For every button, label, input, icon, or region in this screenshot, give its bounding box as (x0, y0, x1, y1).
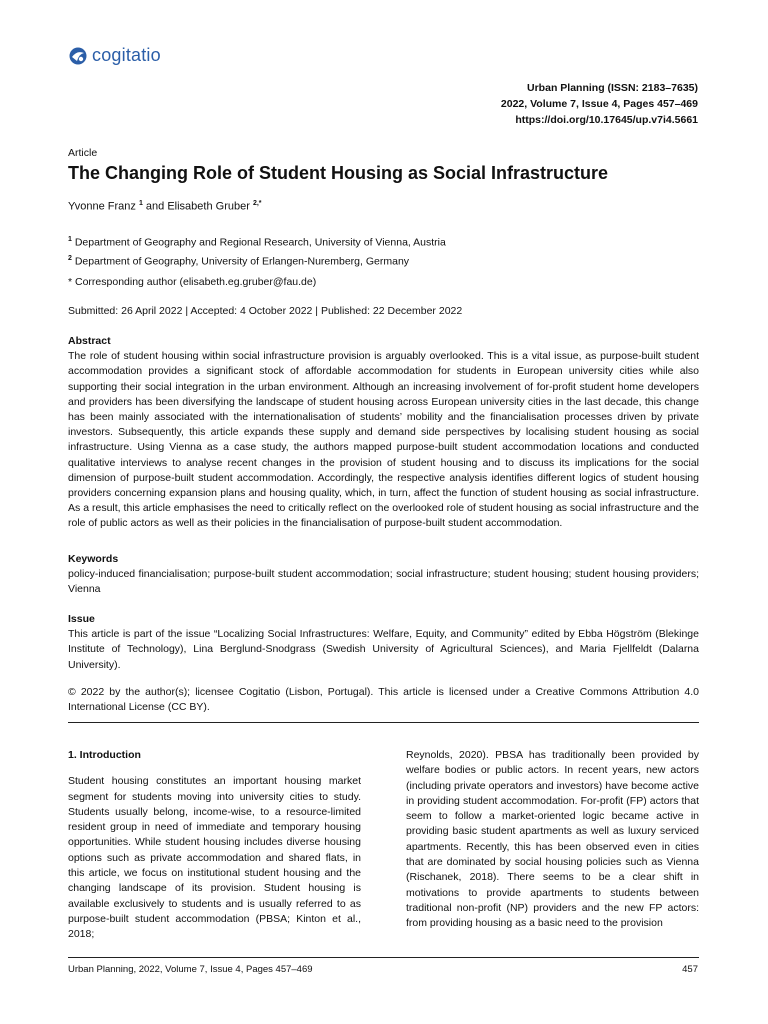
affiliation-item: $^2$ Department of Geography, University of Erlangen-Nuremberg, Germany (68, 254, 410, 267)
corresponding-author: * Corresponding author (elisabeth.eg.gruber@fau.de) (68, 276, 317, 288)
issue-section (68, 612, 699, 673)
issue-text: This article is part of the issue “Localizing Social Infrastructures: Welfare, Equity, and Community” edited by Ebba Högström (Blekinge Institute of Technology), Lina Berglund-Snodgrass (Swedish University of Agricultural Sciences), and Maria Fjellfeldt (Dalarna University). (68, 628, 699, 671)
author-conjunction: and (145, 200, 165, 213)
cogitatio-logo-icon (68, 46, 88, 66)
abstract-section (68, 334, 699, 532)
author-affiliation-mark: 2,* (252, 200, 262, 207)
affiliation-item: $^1$ Department of Geography and Regional Research, University of Vienna, Austria (68, 236, 446, 249)
body-column-right (406, 748, 699, 932)
body-column-left (68, 748, 361, 943)
article-type-label: Article (68, 147, 98, 159)
introduction-heading: 1. Introduction (68, 749, 141, 761)
abstract-heading: Abstract (68, 335, 111, 347)
keywords-text: policy-induced financialisation; purpose-built student accommodation; social infrastructure; student housing; student housing providers; Vienna (68, 568, 699, 596)
publisher-name: cogitatio (92, 45, 161, 65)
license-section (68, 685, 699, 715)
article-title: The Changing Role of Student Housing as Social Infrastructure (68, 163, 609, 183)
keywords-section (68, 552, 699, 598)
author-name: Elisabeth Gruber (167, 200, 250, 213)
keywords-heading: Keywords (68, 553, 119, 565)
section-divider (68, 722, 699, 723)
introduction-text-right: Reynolds, 2020). PBSA has traditionally been provided by welfare bodies or public actors. In recent years, new actors (including private operators and investors) have become active in providing student accommodation. For-profit (FP) actors that seem to follow a market-oriented logic became active in providing basic student apartments as well as luxury serviced apartments. Recently, this has been observed even in cities that are dominated by social housing policies such as Vienna (Rischanek, 2018). There seems to be a clear shift in motivations to provide apartments to students between traditional non-profit (NP) providers and the new FP actors: from providing housing as a basic need to the provision (406, 749, 699, 930)
publisher-logo (68, 45, 161, 66)
author-affiliation-mark: 1 (138, 200, 143, 207)
footer-citation: Urban Planning, 2022, Volume 7, Issue 4, Pages 457–469 (68, 964, 313, 975)
abstract-text: The role of student housing within social infrastructure provision is arguably overlooked. This is a vital issue, as purpose-built student accommodation provides a significant stock of affordable accommodation for students in European university cities while also supporting their social integration in the urban environment. Although an increasing involvement of for-profit student home developers and providers has been diversifying the landscape of student housing across European university cities in the last decade, this change has been mainly associated with the internationalisation of students’ mobility and the financialisation processes driven by private investors. Subsequently, this article expands these supply and demand side perspectives by localising student housing as social infrastructure. Using Vienna as a case study, the authors mapped purpose-built student accommodation locations and conducted qualitative interviews to analyse recent changes in the provision of student housing and to discuss its implications for the social dimension of purpose-built student accommodation. Accordingly, the respective analysis identifies different logics of student housing providers concerning expansion plans and housing quality, which, in turn, affect the function of student housing as social infrastructure. As a result, this article emphasises the need to critically reflect on the overlooked role of student housing as social infrastructure and the role of public actors as well as their policies in the financialisation of purpose-built student accommodation. (68, 350, 699, 530)
journal-doi-link[interactable]: https://doi.org/10.17645/up.v7i4.5661 (515, 114, 698, 126)
publication-dates: Submitted: 26 April 2022 | Accepted: 4 October 2022 | Published: 22 December 2022 (68, 305, 463, 317)
affiliation-list (68, 232, 446, 269)
page-number: 457 (682, 964, 698, 975)
journal-issn: Urban Planning (ISSN: 2183–7635) (527, 82, 698, 94)
introduction-text-left: Student housing constitutes an important housing market segment for students moving into university cities to study. Students usually belong, income-wise, to a resource-limited resident group in need of immediate and temporary housing opportunities. While student housing includes diverse housing options such as private accommodation and shared flats, in this article, we focus on institutional student housing and the changing landscape of its provision. Student housing is available exclusively to students and is usually referred to as purpose-built student accommodation (PBSA; Kinton et al., 2018; (68, 775, 361, 941)
issue-heading: Issue (68, 613, 95, 625)
author-name: Yvonne Franz (68, 200, 136, 213)
footer-divider (68, 957, 699, 958)
journal-info (501, 80, 698, 128)
license-text: © 2022 by the author(s); licensee Cogitatio (Lisbon, Portugal). This article is licensed under a Creative Commons Attribution 4.0 International License (CC BY). (68, 686, 699, 714)
author-list (68, 200, 262, 213)
journal-volume: 2022, Volume 7, Issue 4, Pages 457–469 (500, 98, 698, 110)
